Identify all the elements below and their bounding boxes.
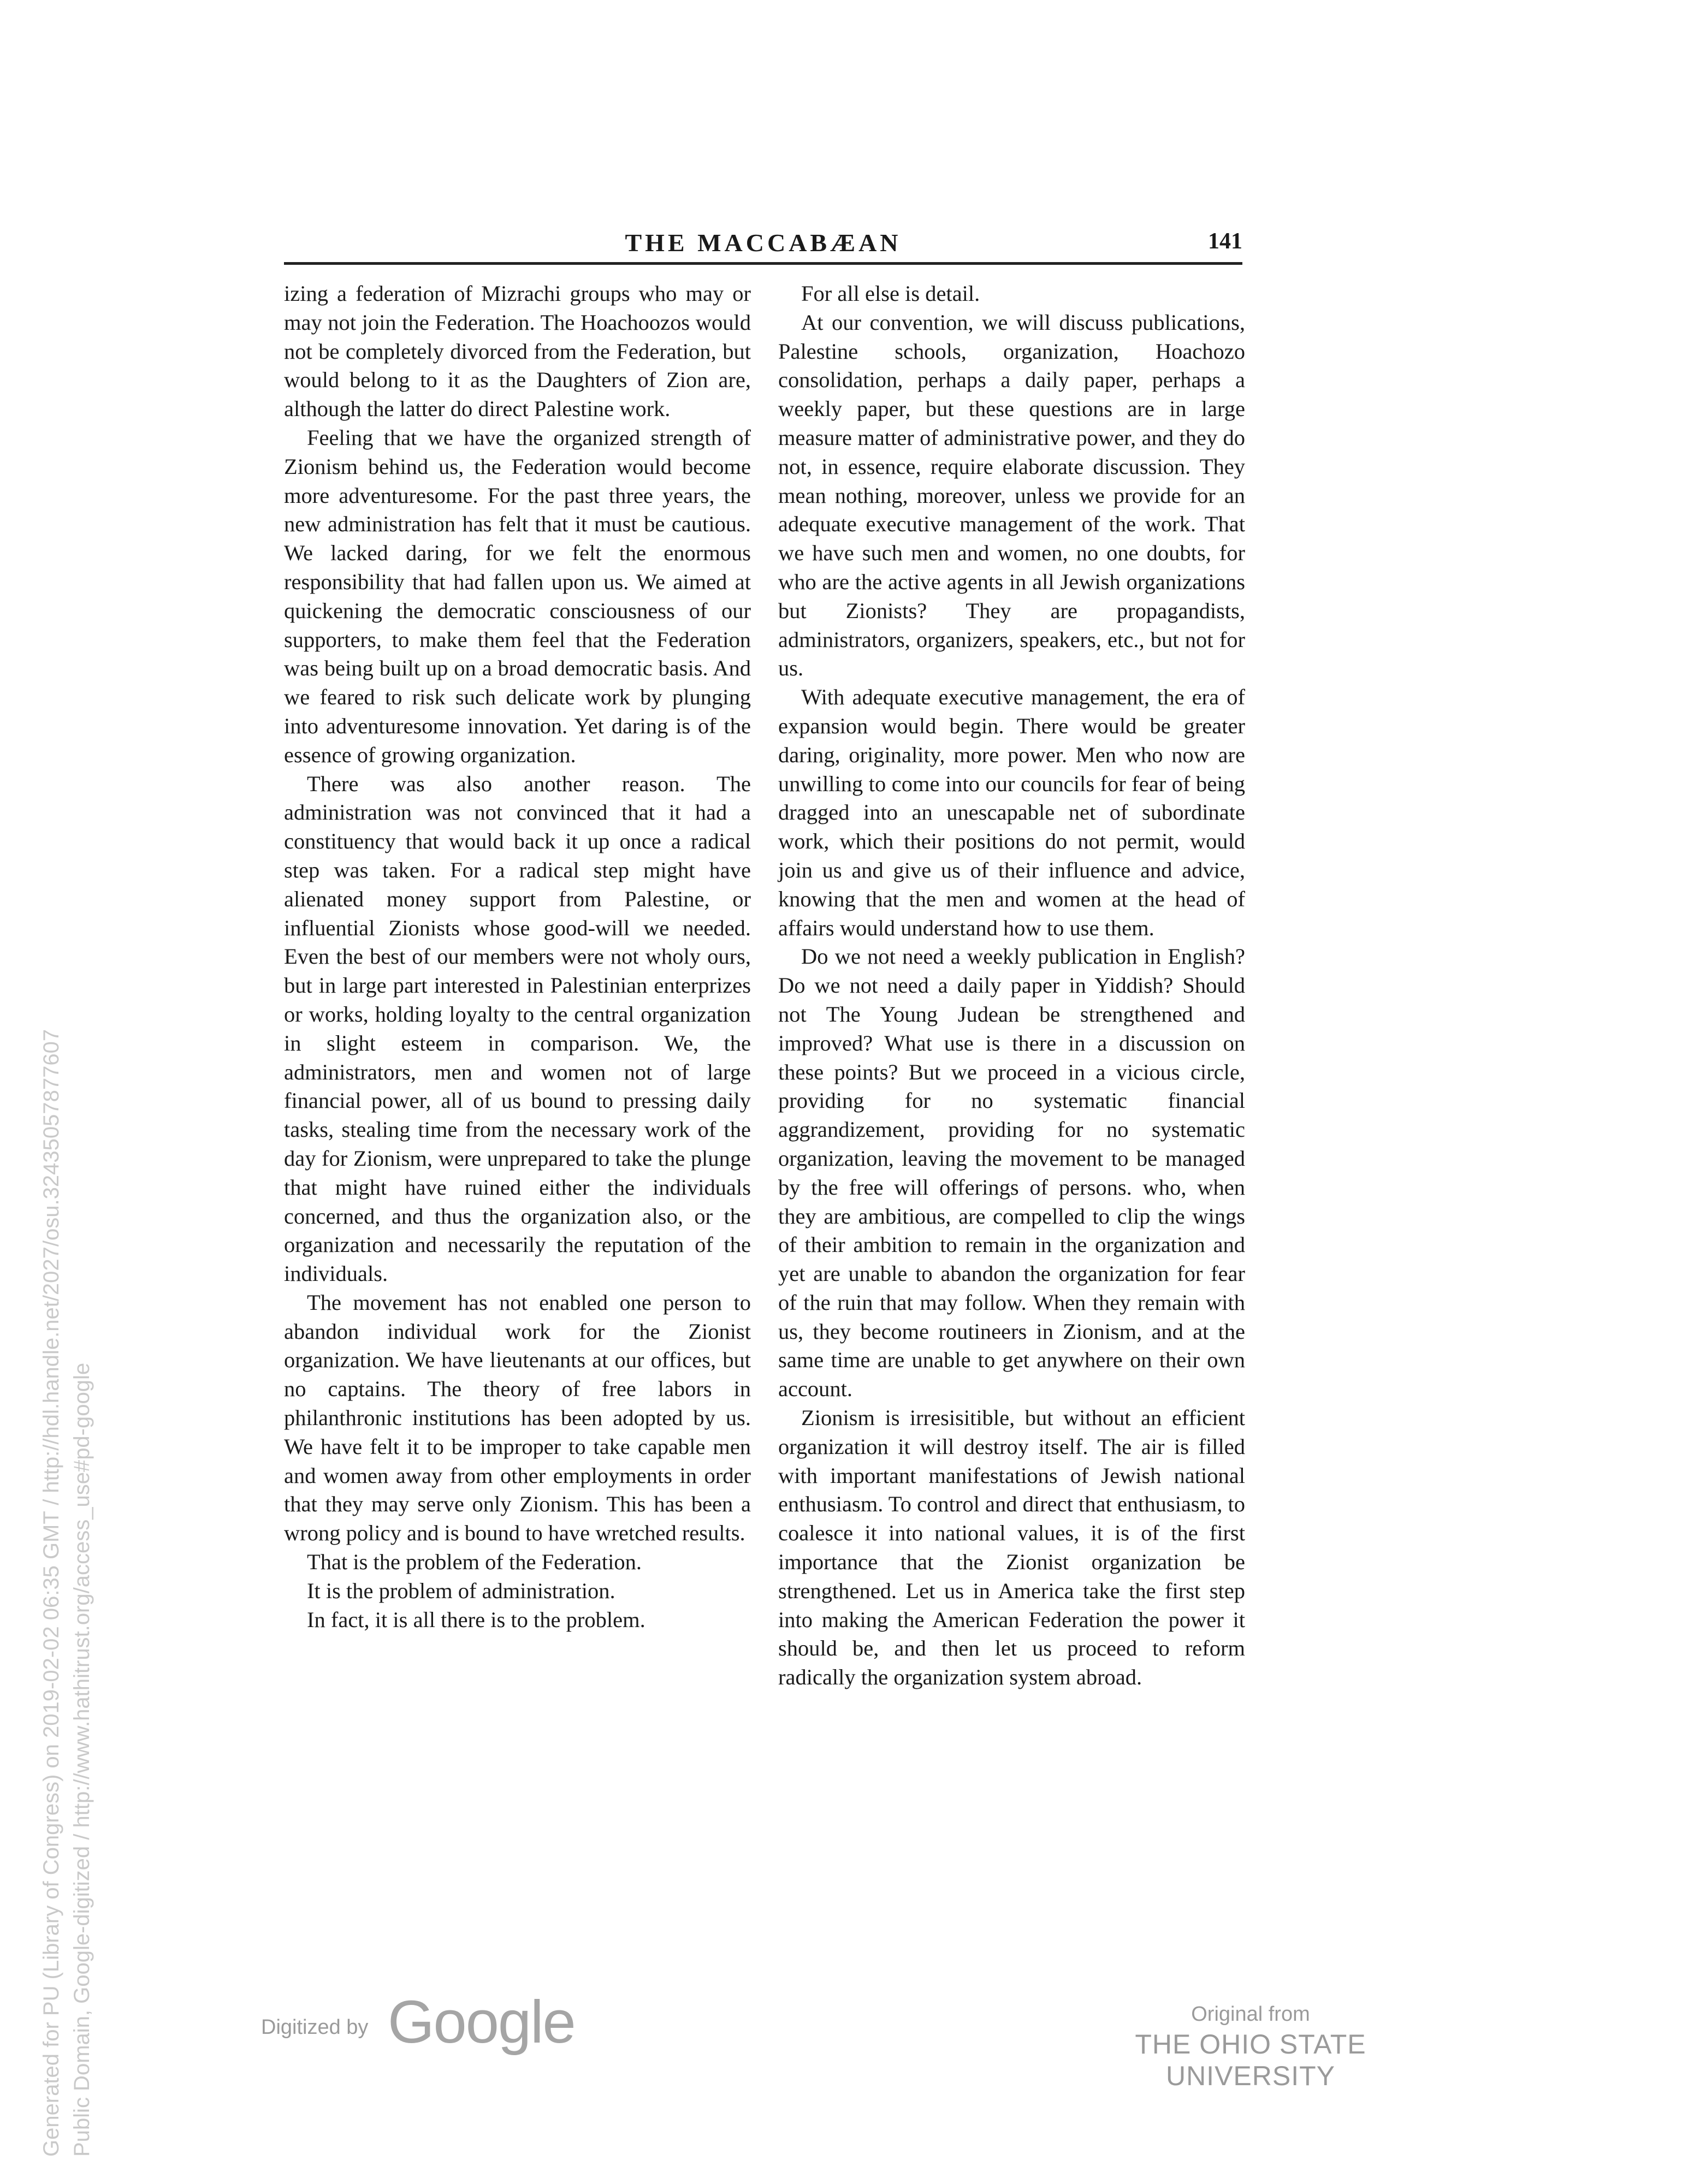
paragraph: The movement has not enabled one person to abandon individual work for the Zionist organization. We have lieutenants at our offices, but no captains. The theory of free labors in philanthronic institutions has been adopted by us. We have felt it to be improper to take capable men and women away from other employments in order that they may serve only Zionism. This has been a wrong policy and is bound to have wretched results. <box>284 1290 751 1546</box>
paragraph: izing a federation of Mizrachi groups who may or may not join the Federation. The Hoachoozos would not be completely divorced from the Federation, but would belong to it as the Daughters of Zion are, although the latter do direct Palestine work. <box>284 281 751 422</box>
google-logo: Google <box>388 1989 575 2056</box>
paragraph: Zionism is irresisitible, but without an efficient organization it will destroy itself. The air is filled with important manifestations of Jewish national enthusiasm. To control and direct that enthusiasm, to coalesce it into national values, it is of the first importance that the Zionist organization be strengthened. Let us in America take the first step into making the American Federation the power it should be, and then let us proceed to reform radically the organization system abroad. <box>778 1405 1245 1690</box>
original-from-label: Original from <box>1191 2003 1310 2026</box>
paragraph: Feeling that we have the organized strength of Zionism behind us, the Federation would become more adventuresome. For the past three years, the new administration has felt that it must be cautious. We lacked daring, for we felt the enormous responsibility that had fallen upon us. We aimed at quickening the democratic consciousness of our supporters, to make them feel that the Federation was being built up on a broad democratic basis. And we feared to risk such delicate work by plunging into adventuresome innovation. Yet daring is of the essence of growing organization. <box>284 425 751 767</box>
paragraph: It is the problem of administration. <box>307 1578 615 1603</box>
paragraph: With adequate executive management, the era of expansion would begin. There would be greater daring, originality, more power. Men who now are unwilling to come into our councils for fear of being dragged into an unescapable net of subordinate work, which their positions do not permit, would join us and give us of their influence and advice, knowing that the men and women at the head of affairs would understand how to use them. <box>778 685 1245 940</box>
running-header <box>284 228 1242 262</box>
paragraph: That is the problem of the Federation. <box>307 1550 642 1575</box>
header-rule <box>284 262 1242 265</box>
watermark-line-2: Public Domain, Google-digitized / http://www.hathitrust.org/access_use#pd-google <box>70 1362 94 2157</box>
paragraph: There was also another reason. The administration was not convinced that it had a constituency that would back it up once a radical step was taken. For a radical step might have alienated money support from Palestine, or influential Zionists whose good-will we needed. Even the best of our members were not wholy ours, but in large part interested in Palestinian enterprizes or works, holding loyalty to the central organization in slight esteem in comparison. We, the administrators, men and women not of large financial power, all of us bound to pressing daily tasks, stealing time from the necessary work of the day for Zionism, were unprepared to take the plunge that might have ruined either the individuals concerned, and thus the organization also, or the organization and necessarily the reputation of the individuals. <box>284 771 751 1286</box>
paragraph: At our convention, we will discuss publications, Palestine schools, organization, Hoachozo consolidation, perhaps a daily paper, perhaps a weekly paper, but these questions are in large measure matter of administrative power, and they do not, in essence, require elaborate discussion. They mean nothing, moreover, unless we provide for an adequate executive management of the work. That we have such men and women, no one doubts, for who are the active agents in all Jewish organizations but Zionists? They are propagandists, administrators, organizers, speakers, etc., but not for us. <box>778 310 1245 681</box>
paragraph: In fact, it is all there is to the problem. <box>307 1607 645 1632</box>
digitized-by-label: Digitized by <box>261 2016 369 2039</box>
university-name: THE OHIO STATE UNIVERSITY <box>1135 2029 1366 2091</box>
page-number: 141 <box>1208 229 1242 254</box>
right-column <box>778 280 1245 1692</box>
original-from <box>1059 2003 1442 2092</box>
paragraph: Do we not need a weekly publication in English? Do we not need a daily paper in Yiddish? Should not The Young Judean be strengthened and improved? What use is there in a discussion on these points? But we proceed in a vicious circle, providing for no systematic financial aggrandizement, providing for no systematic organization, leaving the movement to be managed by the free will offerings of persons. who, when they are ambitious, are compelled to clip the wings of their ambition to remain in the organization and yet are unable to abandon the organization for fear of the ruin that may follow. When they remain with us, they become routineers in Zionism, and at the same time are unable to get anywhere on their own account. <box>778 944 1245 1402</box>
left-column <box>284 280 751 1634</box>
paragraph: For all else is detail. <box>801 281 980 306</box>
watermark-line-1: Generated for PU (Library of Congress) on 2019-02-02 06:35 GMT / http://hdl.handle.net/2027/osu.32435057877607 <box>39 1029 63 2157</box>
journal-title: THE MACCABÆAN <box>625 229 902 257</box>
